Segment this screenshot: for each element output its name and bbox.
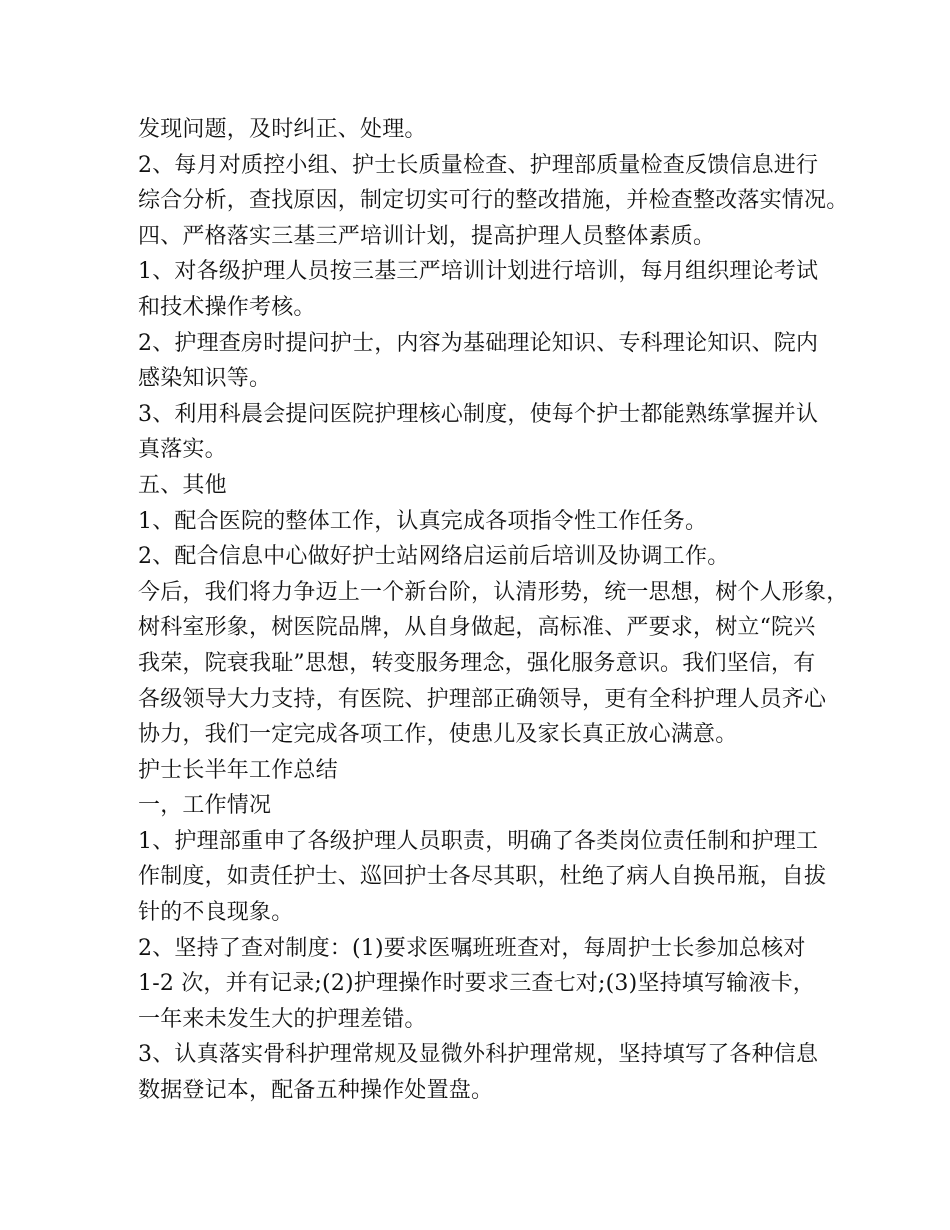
document-body [138,112,849,1109]
text-line: 真落实。 [138,437,227,463]
text-line: 3、利用科晨会提问医院护理核心制度，使每个护士都能熟练掌握并认 [138,401,819,427]
text-line: 综合分析，查找原因，制定切实可行的整改措施，并检查整改落实情况。 [138,188,849,214]
document-title: 护士长半年工作总结 [138,757,338,783]
text-line: 树科室形象，树医院品牌，从自身做起，高标准、严要求，树立“院兴 [138,615,816,641]
text-line: 2、配合信息中心做好护士站网络启运前后培训及协调工作。 [138,544,730,570]
text-line: 发现问题，及时纠正、处理。 [138,117,427,142]
text-line: 作制度，如责任护士、巡回护士各尽其职，杜绝了病人自换吊瓶，自拔 [138,864,827,890]
section-heading: 一，工作情况 [138,793,272,819]
text-line: 和技术操作考核。 [138,294,316,320]
text-line: 2、坚持了查对制度：(1)要求医嘱班班查对，每周护士长参加总核对 [138,935,806,961]
section-heading: 五、其他 [138,472,227,498]
text-line: 1、对各级护理人员按三基三严培训计划进行培训，每月组织理论考试 [138,259,819,285]
text-line: 一年来未发生大的护理差错。 [138,1006,427,1032]
text-line: 3、认真落实骨科护理常规及显微外科护理常规，坚持填写了各种信息 [138,1042,819,1068]
text-line: 感染知识等。 [138,366,272,392]
text-line: 1、配合医院的整体工作，认真完成各项指令性工作任务。 [138,508,708,534]
text-line: 1-2 次，并有记录;(2)护理操作时要求三查七对;(3)坚持填写输液卡， [138,971,815,997]
text-line: 数据登记本，配备五种操作处置盘。 [138,1078,494,1104]
text-line: 2、每月对质控小组、护士长质量检查、护理部质量检查反馈信息进行 [138,152,819,178]
text-line: 我荣，院衰我耻”思想，转变服务理念，强化服务意识。我们坚信，有 [138,650,816,676]
text-line: 2、护理查房时提问护士，内容为基础理论知识、专科理论知识、院内 [138,330,819,356]
text-line: 协力，我们一定完成各项工作，使患儿及家长真正放心满意。 [138,722,738,748]
section-heading: 四、严格落实三基三严培训计划，提高护理人员整体素质。 [138,223,716,249]
text-line: 各级领导大力支持，有医院、护理部正确领导，更有全科护理人员齐心 [138,686,827,712]
text-line: 针的不良现象。 [138,900,294,926]
text-line: 今后，我们将力争迈上一个新台阶，认清形势，统一思想，树个人形象， [138,579,849,605]
text-line: 1、护理部重申了各级护理人员职责，明确了各类岗位责任制和护理工 [138,828,819,854]
